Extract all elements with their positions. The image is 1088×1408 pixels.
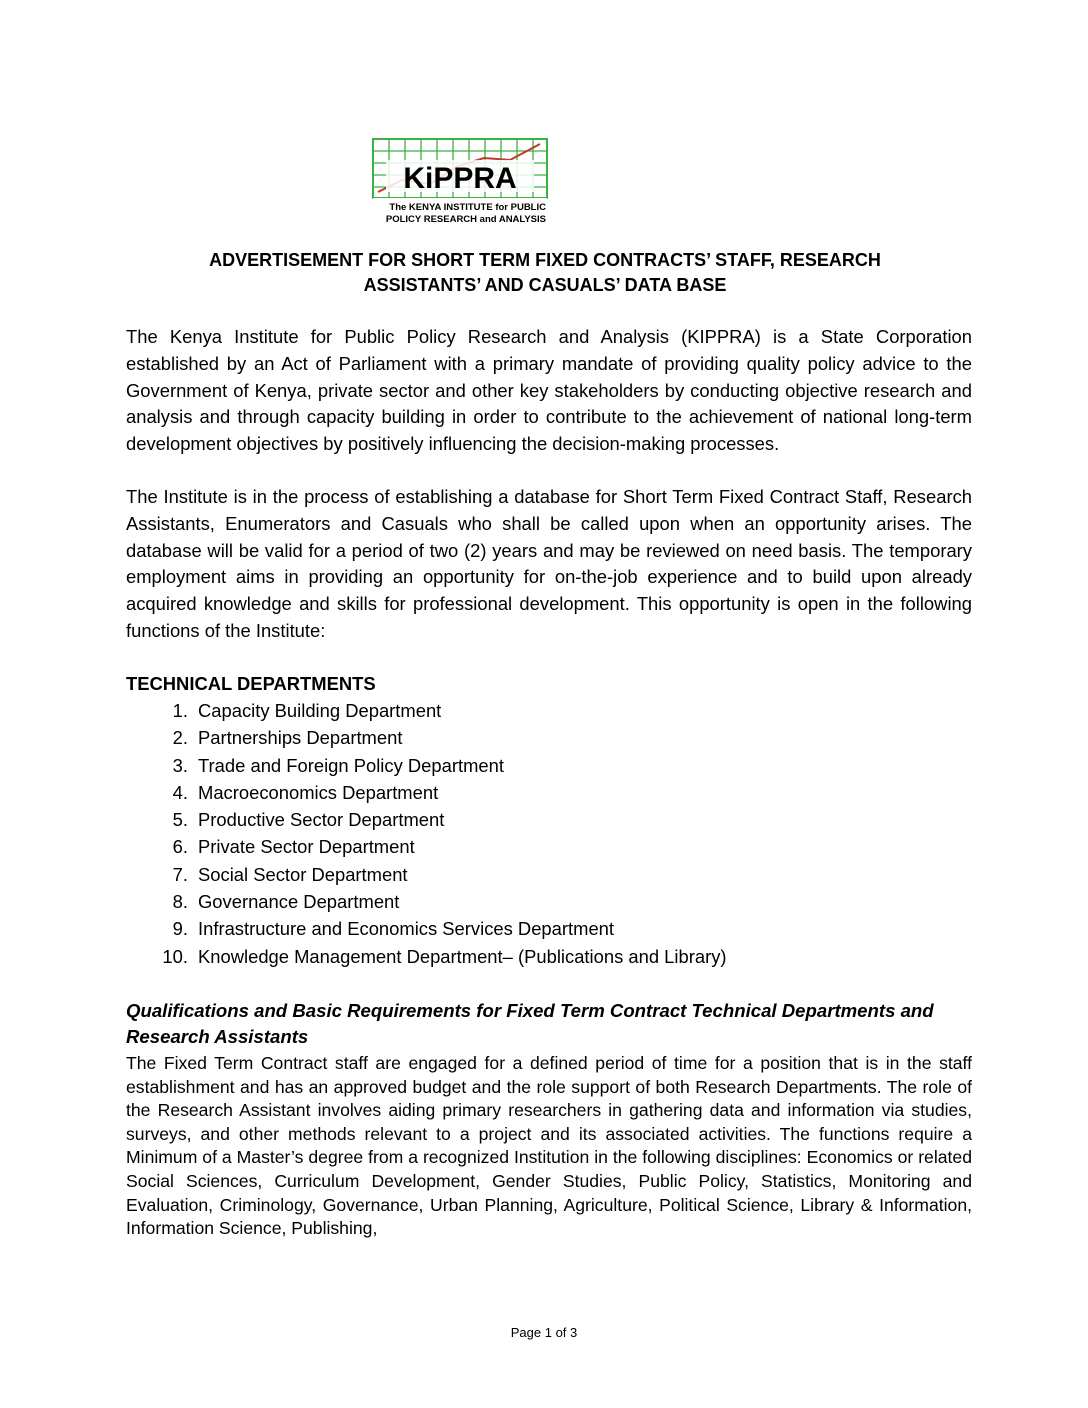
list-item: [150, 806, 727, 833]
list-number: 1.: [172, 700, 188, 721]
list-number: 3.: [172, 754, 188, 776]
list-number: 5.: [172, 809, 188, 831]
department-name: Capacity Building Department: [198, 700, 442, 721]
department-name: Partnerships Department: [198, 727, 403, 749]
department-name: Social Sector Department: [198, 863, 408, 885]
list-item: [150, 752, 727, 779]
technical-departments-title: TECHNICAL DEPARTMENTS: [126, 673, 376, 694]
department-name: Productive Sector Department: [198, 809, 445, 831]
list-number: 4.: [172, 781, 188, 803]
list-item: [150, 915, 727, 942]
department-name: Infrastructure and Economics Services Department: [198, 918, 615, 940]
kippra-logo-graphic: [372, 138, 548, 226]
list-number: 6.: [172, 836, 188, 858]
document-heading: [150, 248, 940, 298]
logo-line1: The KENYA INSTITUTE for PUBLIC: [389, 202, 546, 213]
department-name: Knowledge Management Department– (Publications and Library): [198, 945, 727, 967]
list-item: [150, 888, 727, 915]
qualifications-paragraph: The Fixed Term Contract staff are engaged for a defined period of time for a position that is in the staff establishment and has an approved budget and the role support of both Research Departments. The role of the Research Assistant involves aiding primary researchers in gathering data and information via studies, surveys, and other methods relevant to a project and its associated activities. The functions require a Minimum of a Master’s degree from a recognized Institution in the following disciplines: Economics or related Social Sciences, Curriculum Development, Gender Studies, Public Policy, Statistics, Monitoring and Evaluation, Criminology, Governance, Urban Planning, Agriculture, Political Science, Library & Information, Information Science, Publishing,: [126, 1053, 972, 1239]
list-number: 2.: [172, 727, 188, 749]
intro-paragraph: The Kenya Institute for Public Policy Research and Analysis (KIPPRA) is a State Corporation established by an Act of Parliament with a primary mandate of providing quality policy advice to the Government of Kenya, private sector and other key stakeholders by conducting objective research and analysis and through capacity building in order to contribute to the achievement of national long-term development objectives by positively influencing the decision-making processes.: [126, 326, 972, 455]
qualifications-title: Qualifications and Basic Requirements for Fixed Term Contract Technical Departments and Research Assistants: [126, 1000, 934, 1047]
logo-name: KiPPRA: [403, 162, 517, 195]
department-name: Macroeconomics Department: [198, 781, 439, 803]
kippra-logo: [372, 138, 548, 226]
list-number: 7.: [172, 863, 188, 885]
list-item: [150, 861, 727, 888]
list-item: [150, 724, 727, 751]
list-item: [150, 943, 727, 970]
database-paragraph: The Institute is in the process of establishing a database for Short Term Fixed Contract Staff, Research Assistants, Enumerators and Casuals who shall be called upon when an opportunity arises. The database will be valid for a period of two (2) years and may be reviewed on need basis. The temporary employment aims in providing an opportunity for on-the-job experience and to build upon already acquired knowledge and skills for professional development. This opportunity is open in the following functions of the Institute:: [126, 486, 972, 641]
heading-line-1: ADVERTISEMENT FOR SHORT TERM FIXED CONTRACTS’ STAFF, RESEARCH: [209, 250, 881, 270]
department-name: Governance Department: [198, 891, 400, 913]
list-item: [150, 779, 727, 806]
logo-line2: POLICY RESEARCH and ANALYSIS: [385, 214, 546, 225]
page-number: Page 1 of 3: [510, 1325, 578, 1340]
list-item: [150, 833, 727, 860]
department-name: Private Sector Department: [198, 836, 415, 858]
technical-departments-list: [150, 697, 727, 970]
list-number: 9.: [172, 918, 188, 940]
heading-line-2: ASSISTANTS’ AND CASUALS’ DATA BASE: [363, 275, 727, 295]
list-number: 8.: [172, 891, 188, 913]
department-name: Trade and Foreign Policy Department: [198, 754, 504, 776]
list-item: [150, 697, 727, 724]
list-number: 10.: [162, 945, 188, 967]
